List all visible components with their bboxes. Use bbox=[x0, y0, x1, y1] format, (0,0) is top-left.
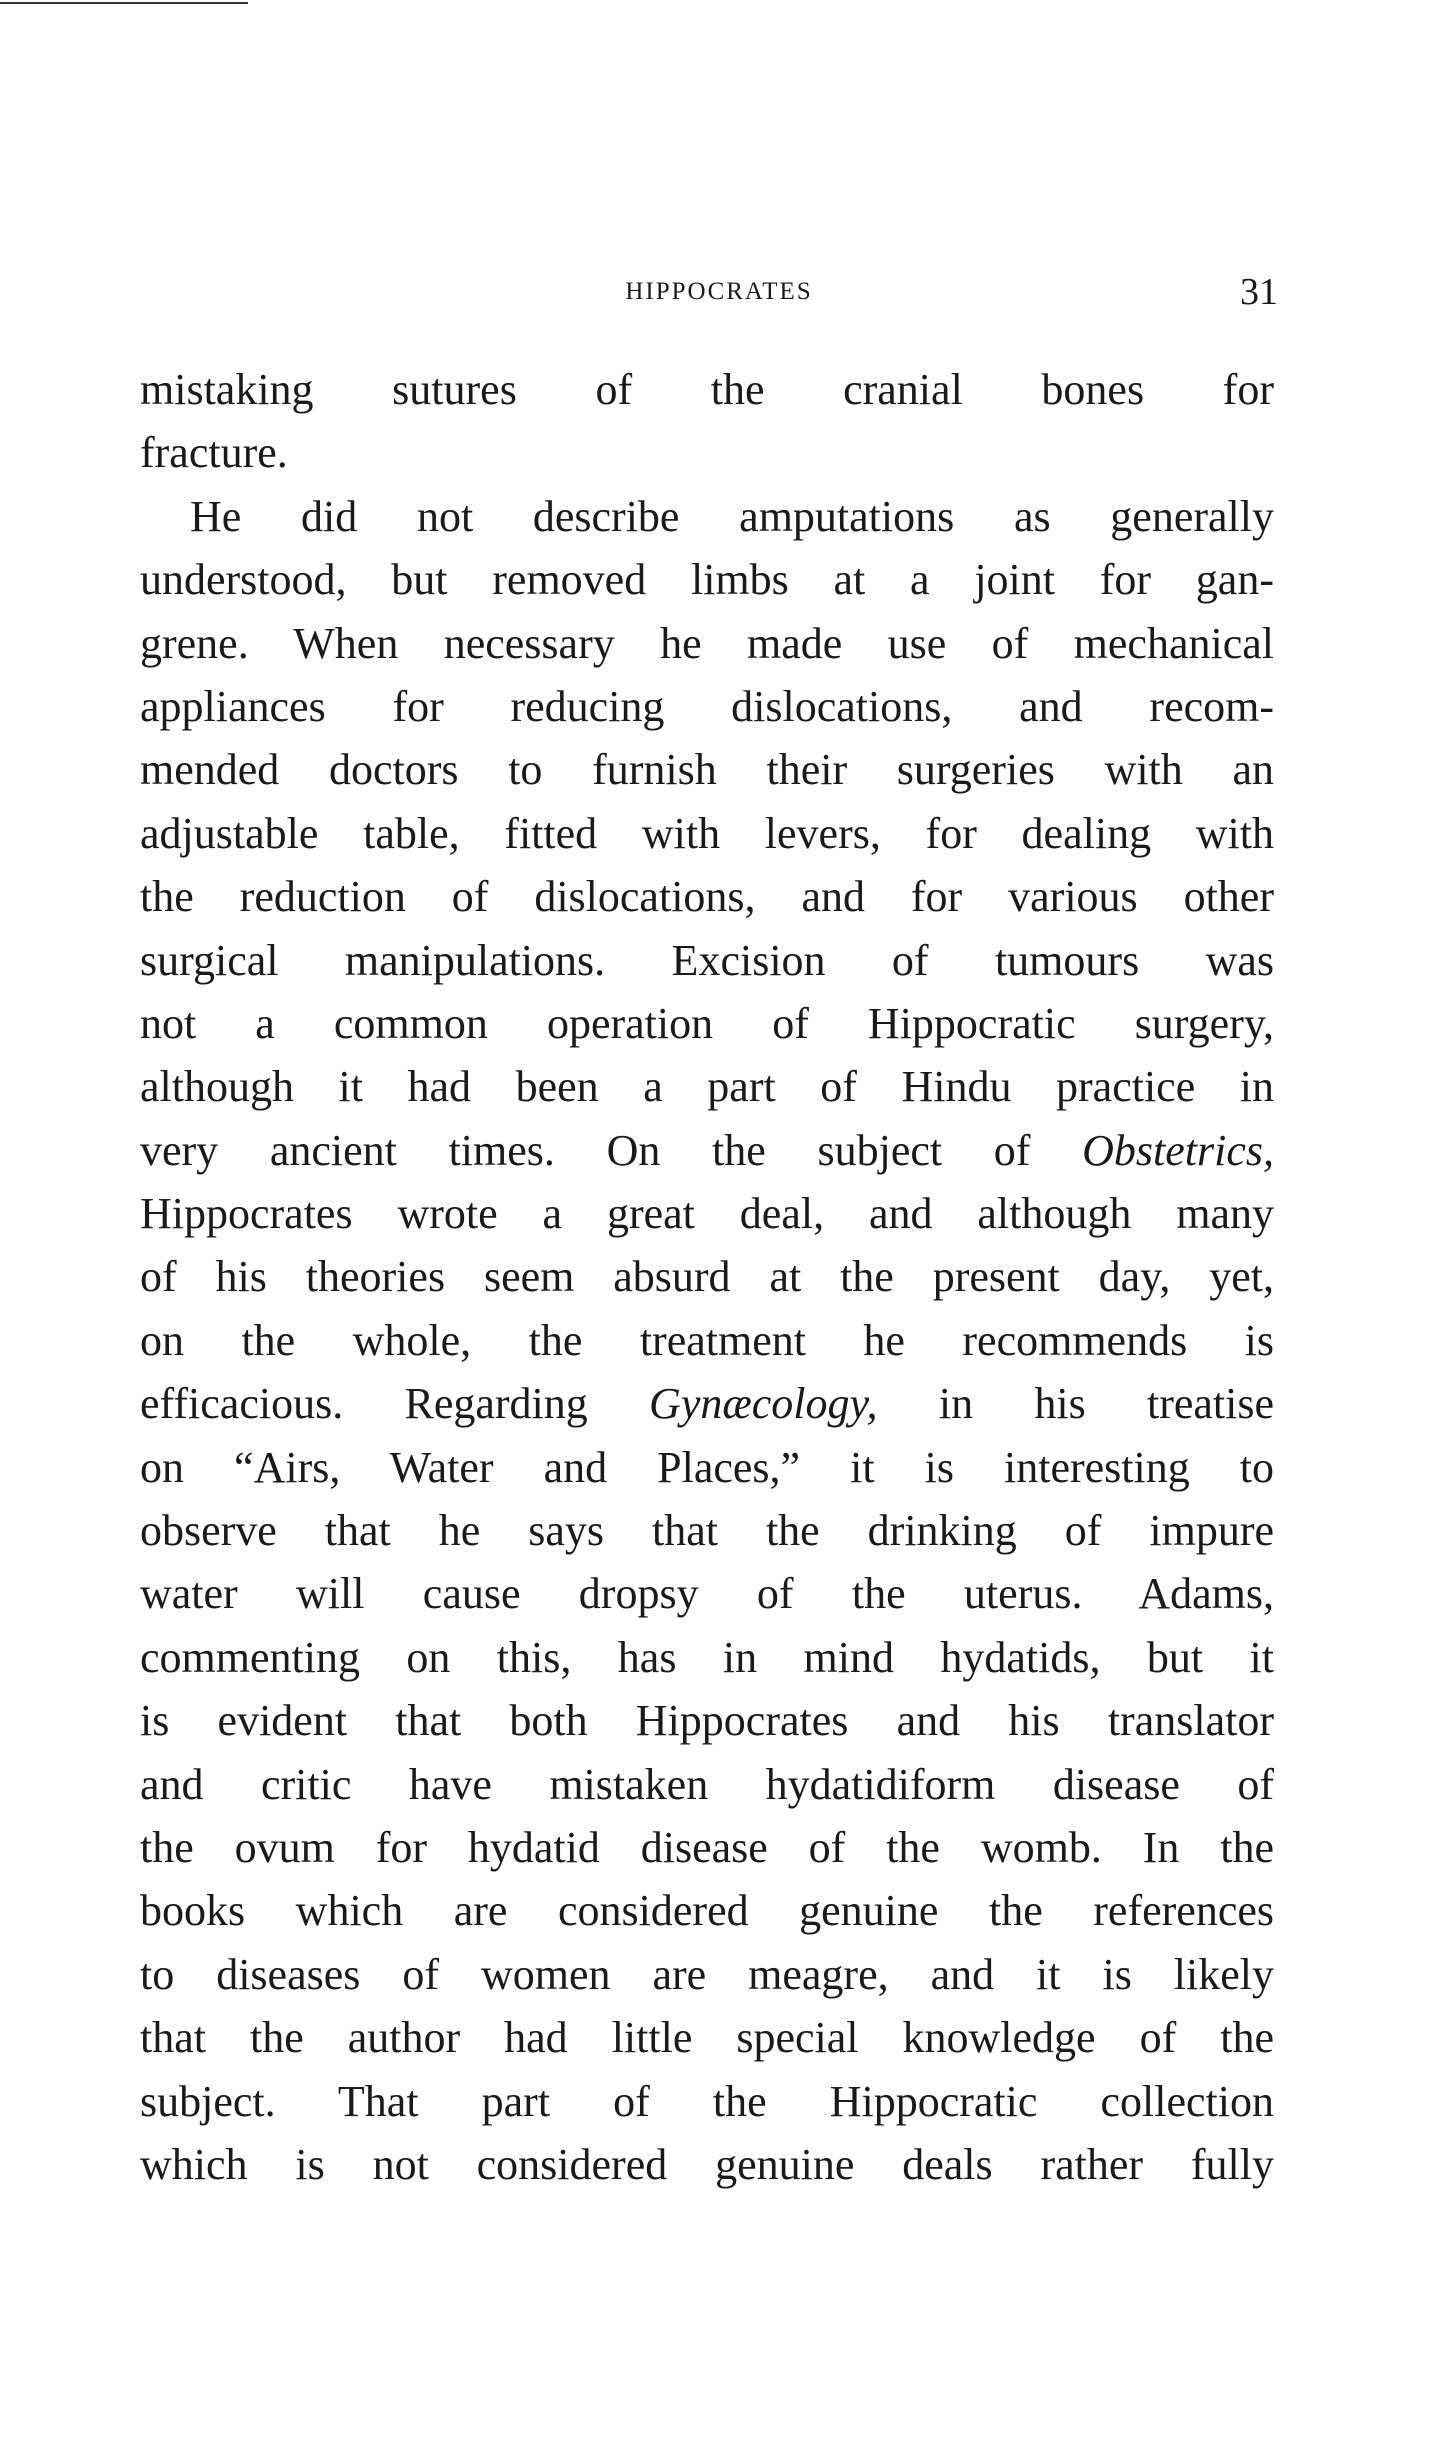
text-line-6: appliances for reducing dislocations, and recom- bbox=[140, 681, 1274, 731]
text-line-8: adjustable table, fitted with levers, for dealing with bbox=[140, 808, 1274, 858]
text-line-22: is evident that both Hippocrates and his translator bbox=[140, 1696, 1274, 1746]
body-text bbox=[140, 358, 1274, 2196]
text-line-24: the ovum for hydatid disease of the womb. In the bbox=[140, 1822, 1274, 1872]
text-line-19: observe that he says that the drinking of impure bbox=[140, 1506, 1274, 1556]
text-line-17 bbox=[140, 1372, 1274, 1435]
text-line-16: on the whole, the treatment he recommends is bbox=[140, 1315, 1274, 1365]
text-line-23: and critic have mistaken hydatidiform disease of bbox=[140, 1759, 1274, 1809]
text-line-18: on “Airs, Water and Places,” it is interesting to bbox=[140, 1442, 1274, 1492]
running-title: HIPPOCRATES bbox=[625, 278, 813, 305]
text-line-13 bbox=[140, 1119, 1274, 1182]
italic-gynaecology: Gynæcology, bbox=[649, 1379, 878, 1429]
top-rule bbox=[0, 2, 248, 4]
text-line-17-end: in his treatise bbox=[938, 1379, 1275, 1429]
text-line-25: books which are considered genuine the references bbox=[140, 1886, 1274, 1936]
text-line-3: He did not describe amputations as generally bbox=[190, 491, 1274, 541]
text-line-4: understood, but removed limbs at a joint for gan- bbox=[140, 555, 1274, 605]
text-line-9: the reduction of dislocations, and for various other bbox=[140, 872, 1274, 922]
text-line-14: Hippocrates wrote a great deal, and although many bbox=[140, 1189, 1274, 1239]
text-line-17-start: efficacious. Regarding bbox=[140, 1379, 588, 1429]
text-line-10: surgical manipulations. Excision of tumours was bbox=[140, 935, 1274, 985]
text-line-11: not a common operation of Hippocratic surgery, bbox=[140, 998, 1274, 1048]
page-number: 31 bbox=[1240, 271, 1278, 313]
text-line-20: water will cause dropsy of the uterus. Adams, bbox=[140, 1569, 1274, 1619]
text-line-1: mistaking sutures of the cranial bones for bbox=[140, 365, 1274, 414]
text-line-5: grene. When necessary he made use of mechanical bbox=[140, 618, 1274, 668]
text-line-12: although it had been a part of Hindu practice in bbox=[140, 1062, 1274, 1112]
text-line-26: to diseases of women are meagre, and it is likely bbox=[140, 1949, 1274, 1999]
text-line-27: that the author had little special knowledge of the bbox=[140, 2013, 1274, 2063]
text-line-13-start: very ancient times. On the subject of bbox=[140, 1125, 1031, 1175]
italic-obstetrics: Obstetrics, bbox=[1082, 1125, 1275, 1175]
text-line-7: mended doctors to furnish their surgeries with an bbox=[140, 745, 1274, 795]
text-line-21: commenting on this, has in mind hydatids, but it bbox=[140, 1632, 1274, 1682]
text-line-15: of his theories seem absurd at the present day, yet, bbox=[140, 1252, 1274, 1302]
text-line-29: which is not considered genuine deals rather fully bbox=[140, 2139, 1274, 2189]
text-line-28: subject. That part of the Hippocratic collection bbox=[140, 2076, 1274, 2126]
text-line-2: fracture. bbox=[140, 428, 288, 478]
running-head bbox=[0, 272, 1438, 312]
